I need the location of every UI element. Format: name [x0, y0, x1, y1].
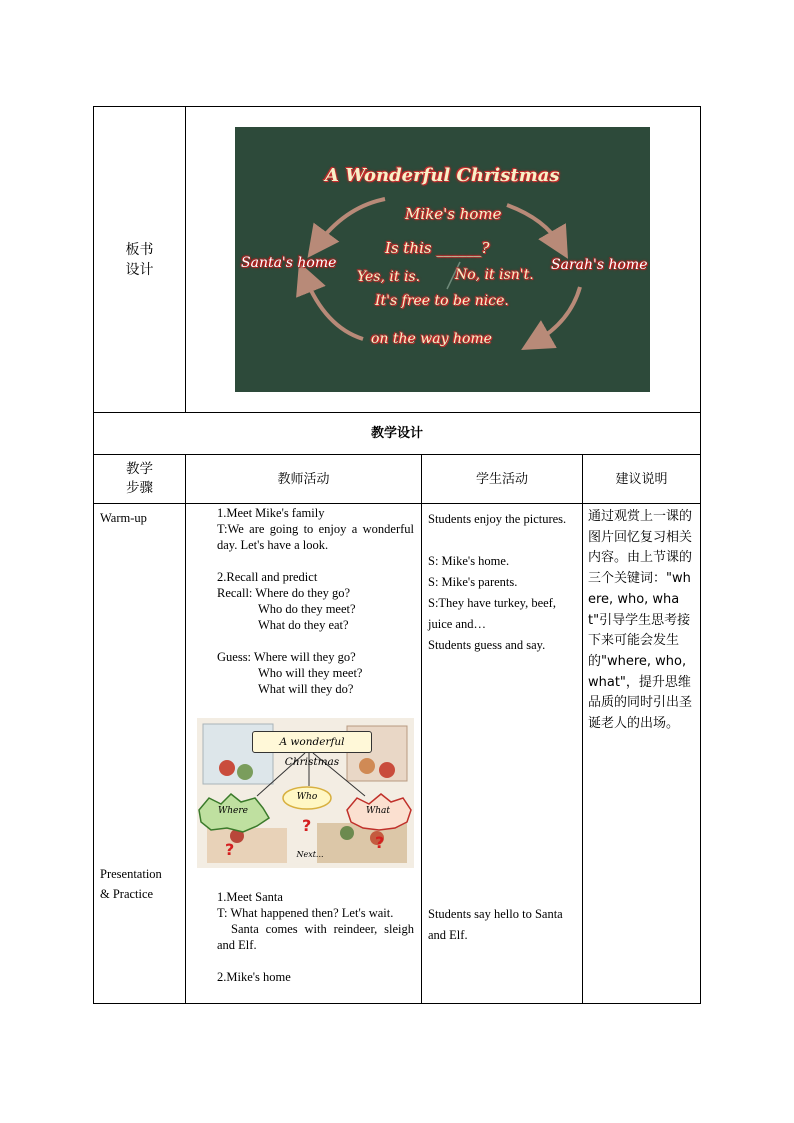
- board-free: It's free to be nice.: [375, 293, 509, 309]
- student-presentation: Students say hello to Santa and Elf.: [428, 907, 563, 942]
- story-illustration: [197, 718, 414, 868]
- board-title: A Wonderful Christmas: [325, 165, 560, 186]
- step-presentation-line1: Presentation: [100, 867, 162, 881]
- student-s2: S: Mike's home.: [428, 554, 510, 568]
- question-mark-icon: ?: [302, 816, 312, 835]
- teacher-recall-3: What do they eat?: [258, 618, 349, 632]
- blackboard-photo: [235, 127, 650, 392]
- board-question: Is this ______?: [385, 239, 490, 257]
- teacher-presentation: [217, 889, 414, 985]
- header-student: 学生活动: [475, 472, 528, 487]
- bubble-where: Where: [217, 806, 248, 816]
- design-title: 教学设计: [370, 426, 423, 441]
- board-sarahs-home: Sarah's home: [551, 257, 648, 273]
- teacher-meet-text: T:We are going to enjoy a wonderful day. Let's have a look.: [217, 522, 414, 552]
- arrow-bottom-right: [535, 287, 580, 342]
- arrow-top-left: [317, 199, 385, 245]
- teacher-santa-desc: Santa comes with reindeer, sleigh and Elf.: [217, 922, 414, 952]
- teacher-santa-text: T: What happened then? Let's wait.: [217, 906, 394, 920]
- header-step-line1: 教学: [126, 461, 153, 477]
- teacher-meet-title: 1.Meet Mike's family: [217, 506, 325, 520]
- note-warmup: 通过观赏上一课的图片回忆复习相关内容。由上节课的三个关键词："where, who, what"引导学生思考接下来可能会发生的"where, who, what"，提升思维品质的同时引出圣诞老人的出场。: [588, 509, 693, 732]
- header-step-line2: 步骤: [126, 480, 153, 496]
- header-teacher: 教师活动: [277, 472, 330, 487]
- board-row-bottom: [93, 412, 701, 413]
- col-line-3: [582, 454, 583, 1004]
- teacher-santa-title: 1.Meet Santa: [217, 890, 283, 904]
- teacher-recall-2: Who do they meet?: [258, 602, 356, 616]
- question-mark-icon: ?: [375, 833, 385, 852]
- student-s4: S:They have turkey, beef, juice and…: [428, 596, 556, 631]
- bubble-who: Who: [296, 792, 318, 802]
- student-s1: Students enjoy the pictures.: [428, 512, 567, 526]
- teacher-guess-3: What will they do?: [258, 682, 354, 696]
- board-mikes-home: Mike's home: [405, 205, 502, 223]
- board-divider: [185, 106, 186, 413]
- arrow-bottom-left: [305, 277, 363, 339]
- step-presentation: [100, 864, 162, 904]
- board-answer-yes: Yes, it is.: [357, 269, 421, 285]
- table-border-right: [700, 106, 701, 1004]
- bubble-what: What: [365, 806, 391, 816]
- teacher-guess-1: Guess: Where will they go?: [217, 650, 356, 664]
- step-presentation-line2: & Practice: [100, 887, 154, 901]
- step-warmup: Warm-up: [100, 511, 147, 525]
- header-step: [94, 460, 185, 498]
- col-line-2: [421, 454, 422, 1004]
- illustration-title: A wonderful Christmas: [252, 731, 372, 753]
- col-line-1: [185, 454, 186, 1004]
- teacher-recall-1: Recall: Where do they go?: [217, 586, 351, 600]
- teacher-mike-title: 2.Mike's home: [217, 970, 291, 984]
- student-s3: S: Mike's parents.: [428, 575, 518, 589]
- board-santas-home: Santa's home: [241, 255, 337, 271]
- board-label: [94, 240, 185, 280]
- board-answer-no: No, it isn't.: [455, 267, 534, 283]
- teacher-recall-title: 2.Recall and predict: [217, 570, 318, 584]
- arrow-top-right: [507, 205, 560, 245]
- teacher-warmup: [217, 505, 414, 697]
- board-on-the-way: on the way home: [371, 331, 492, 347]
- label-next: Next...: [296, 850, 324, 859]
- board-label-line2: 设计: [125, 262, 154, 278]
- board-label-line1: 板书: [125, 242, 154, 258]
- student-warmup: [428, 509, 576, 656]
- header-note: 建议说明: [615, 472, 668, 487]
- student-s5: Students guess and say.: [428, 638, 546, 652]
- teacher-guess-2: Who will they meet?: [258, 666, 363, 680]
- question-mark-icon: ?: [225, 840, 235, 859]
